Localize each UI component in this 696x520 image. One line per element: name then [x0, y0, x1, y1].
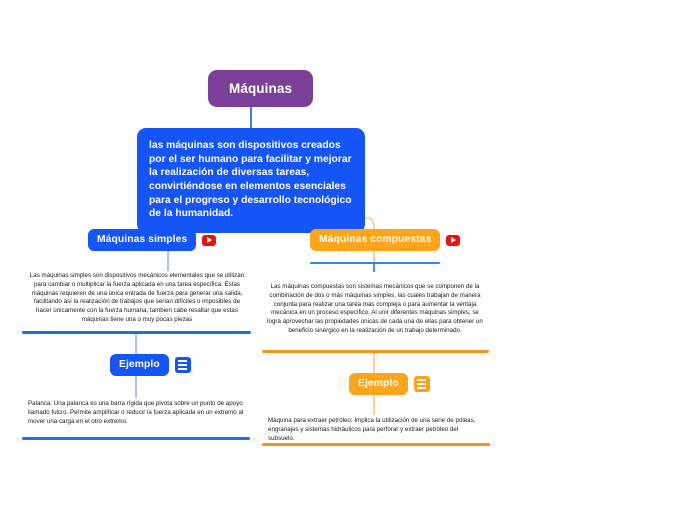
root-node[interactable] — [208, 70, 313, 107]
youtube-play-icon[interactable] — [446, 235, 460, 246]
divider-right-body — [262, 350, 489, 353]
intro-description-node[interactable] — [137, 128, 365, 233]
example-body-maquinas-simples: Palanca: Una palanca es una barra rígida que pivota sobre un punto de apoyo llamado fulcro. Permite amplificar o reducir la fuerza aplicada en un extremo al mover una carga en el otro extremo. — [28, 400, 244, 425]
branch-header-maquinas-compuestas[interactable] — [310, 229, 460, 251]
example-header-maquinas-simples[interactable] — [110, 354, 191, 376]
branch-label-maquinas-simples: Máquinas simples — [88, 229, 196, 251]
example-label-maquinas-compuestas: Ejemplo — [349, 373, 408, 395]
list-icon[interactable] — [175, 357, 191, 373]
intro-description-text: las máquinas son dispositivos creados por el ser humano para facilitar y mejorar la realización de diversas tareas, convirtiéndose en elementos esenciales para el progreso y desarrollo tecnológico de la humanidad. — [137, 128, 365, 233]
divider-right-example — [262, 443, 490, 446]
youtube-play-icon[interactable] — [202, 235, 216, 246]
divider-right-header — [310, 262, 440, 264]
branch-body-maquinas-simples: Las máquinas simples son dispositivos mecánicos elementales que se utilizan para cambiar o multiplicar la fuerza aplicada en una tarea específica. Estas máquinas requieren de una única entrada de fuerza para generar una salida, facilitando así la realización de trabajos que serían difíciles o imposibles de hacer únicamente con la fuerza humana, tambien cabe resaltar que estas máquinas tiene una o muy pocas piezas — [29, 272, 245, 323]
branch-header-maquinas-simples[interactable] — [88, 229, 216, 251]
divider-left-example — [22, 437, 250, 440]
example-header-maquinas-compuestas[interactable] — [349, 373, 430, 395]
branch-body-maquinas-compuestas: Las máquinas compuestas son sistemas mecánicos que se componen de la combinación de dos o más máquinas simples, las cuales trabajan de manera conjunta para realizar una tarea más compleja o para aumentar la ventaja mecánica en un proceso específico. Al unir diferentes máquinas simples, se logra aprovechar las propiedades únicas de cada una de ellas para obtener un beneficio sinérgico en la realización de un trabajo determinado. — [267, 283, 483, 334]
branch-label-maquinas-compuestas: Máquinas compuestas — [310, 229, 440, 251]
list-icon[interactable] — [414, 376, 430, 392]
example-label-maquinas-simples: Ejemplo — [110, 354, 169, 376]
example-body-maquinas-compuestas: Máquina para extraer petróleo: Implica la utilización de una serie de poleas, engranajes y sistemas hidráulicos para perforar y extraer petróleo del subsuelo. — [268, 417, 476, 442]
root-node-label: Máquinas — [208, 70, 313, 107]
divider-left-body — [22, 331, 251, 334]
